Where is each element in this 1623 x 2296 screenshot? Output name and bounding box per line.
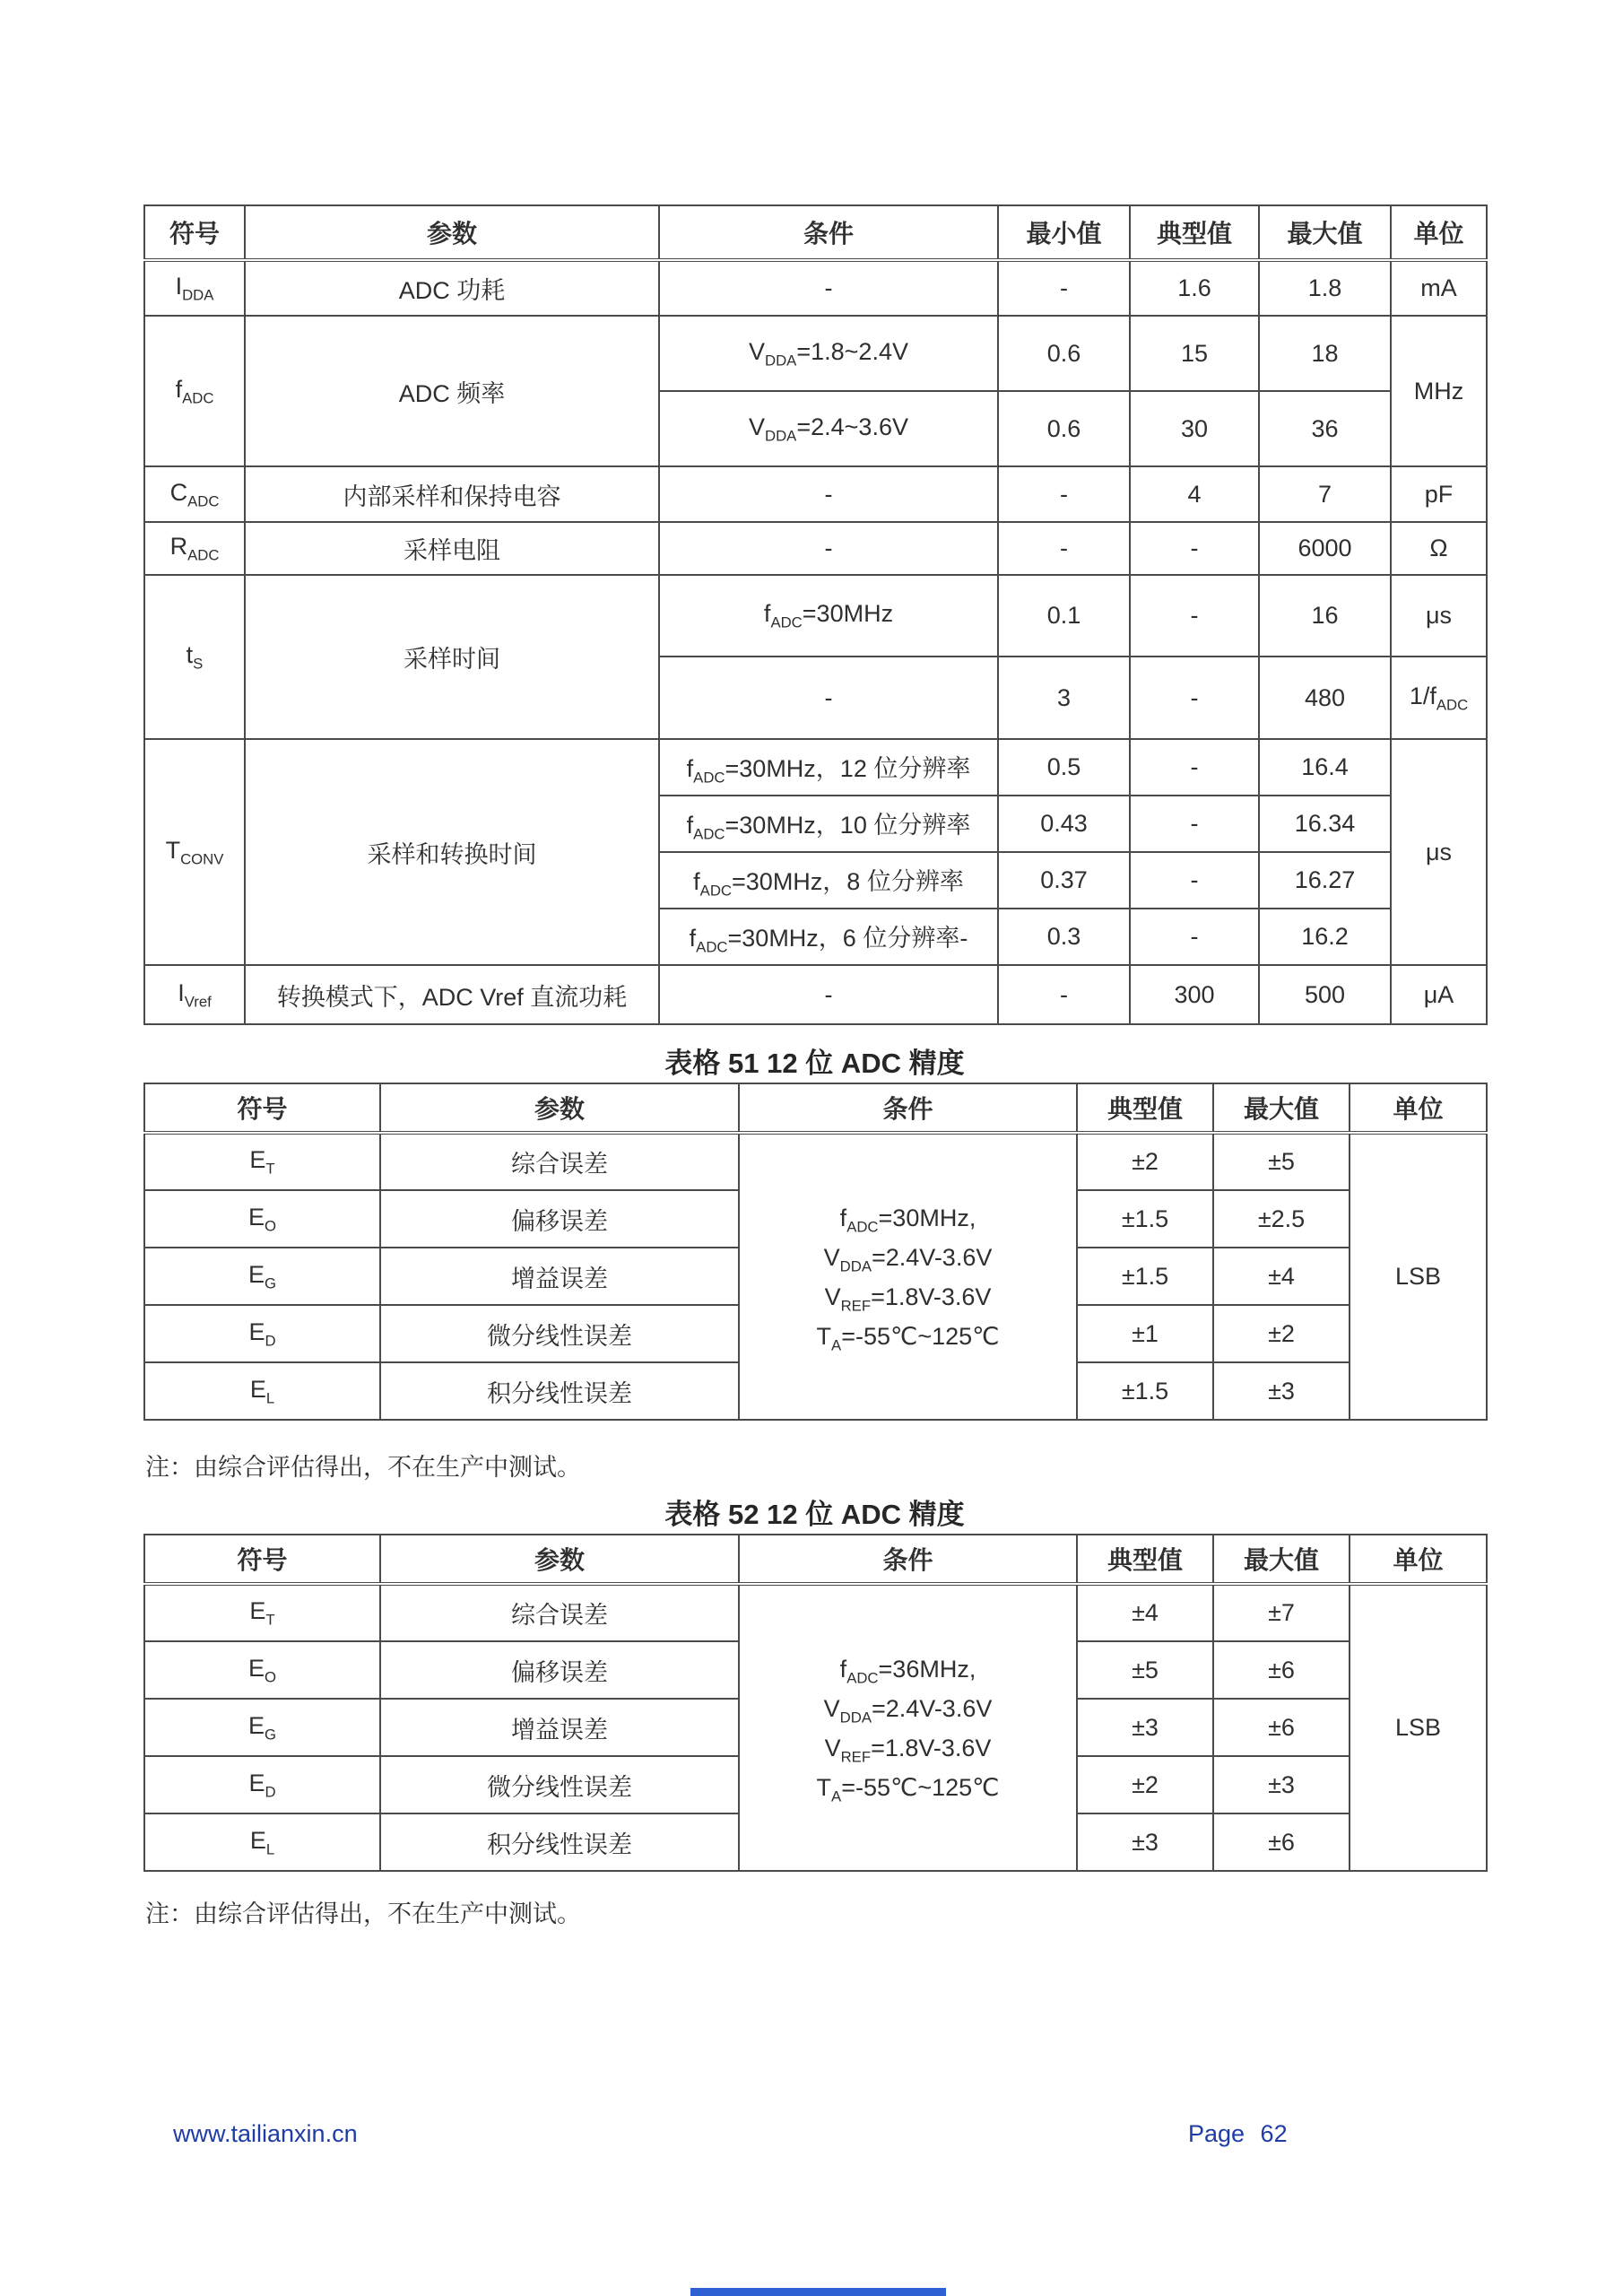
condition-line: $V_{DDA}=2.4V-3.6V$: [823, 1694, 993, 1726]
symbol-cell: $E_L$: [144, 1362, 380, 1420]
typ-cell: -: [1130, 657, 1259, 739]
col-header-symbol: 符号: [144, 1535, 380, 1584]
condition-cell: -: [659, 466, 998, 522]
table-row: [144, 1584, 1487, 1641]
max-cell: ±5: [1213, 1133, 1350, 1190]
symbol-cell: $I_{DDA}$: [144, 260, 245, 316]
footer-page-number: Page 62: [1188, 2120, 1288, 2147]
max-cell: ±3: [1213, 1362, 1350, 1420]
unit-cell: pF: [1391, 466, 1487, 522]
footer-website-link: www.tailianxin.cn: [173, 2120, 358, 2147]
col-header-max: 最大值: [1259, 205, 1391, 260]
table-row: [144, 965, 1487, 1024]
parameter-cell: 采样时间: [245, 575, 659, 739]
condition-line: $T_A=-55℃\sim 125℃$: [816, 1322, 1000, 1353]
condition-line: $V_{DDA}=2.4V-3.6V$: [823, 1243, 993, 1274]
condition-cell: -: [659, 260, 998, 316]
min-cell: 0.43: [998, 796, 1130, 852]
typ-cell: ±2: [1077, 1133, 1213, 1190]
col-header-min: 最小值: [998, 205, 1130, 260]
min-cell: 0.6: [998, 391, 1130, 466]
condition-line: $f_{ADC}=36MHz$,: [839, 1655, 976, 1686]
max-cell: 16.34: [1259, 796, 1391, 852]
typ-cell: ±1: [1077, 1305, 1213, 1362]
adc-accuracy-table-51: [143, 1083, 1488, 1421]
condition-cell: $f_{ADC}=30MHz$，8 位分辨率: [659, 852, 998, 909]
col-header-unit: 单位: [1350, 1083, 1487, 1133]
condition-line: $f_{ADC}=30MHz$,: [839, 1204, 976, 1235]
typ-cell: -: [1130, 575, 1259, 657]
col-header-symbol: 符号: [144, 205, 245, 260]
symbol-cell: $t_S$: [144, 575, 245, 739]
min-cell: 0.1: [998, 575, 1130, 657]
table-row: [144, 575, 1487, 657]
typ-cell: -: [1130, 739, 1259, 796]
col-header-parameter: 参数: [380, 1083, 739, 1133]
max-cell: 7: [1259, 466, 1391, 522]
unit-cell: Ω: [1391, 522, 1487, 575]
condition-cell: $f_{ADC}=30MHz$，10 位分辨率: [659, 796, 998, 852]
condition-cell: $f_{ADC}=30MHz$，12 位分辨率: [659, 739, 998, 796]
col-header-unit: 单位: [1391, 205, 1487, 260]
max-cell: 36: [1259, 391, 1391, 466]
unit-cell: mA: [1391, 260, 1487, 316]
typ-cell: ±3: [1077, 1813, 1213, 1871]
col-header-parameter: 参数: [380, 1535, 739, 1584]
condition-cell: -: [659, 965, 998, 1024]
unit-cell: LSB: [1350, 1133, 1487, 1420]
max-cell: ±6: [1213, 1813, 1350, 1871]
table-row: [144, 1083, 1487, 1133]
col-header-max: 最大值: [1213, 1535, 1350, 1584]
col-header-max: 最大值: [1213, 1083, 1350, 1133]
parameter-cell: 微分线性误差: [380, 1305, 739, 1362]
table-52-note: 注：由综合评估得出，不在生产中测试。: [145, 1900, 581, 1927]
min-cell: 0.37: [998, 852, 1130, 909]
parameter-cell: 综合误差: [380, 1133, 739, 1190]
symbol-cell: $R_{ADC}$: [144, 522, 245, 575]
max-cell: ±6: [1213, 1641, 1350, 1699]
min-cell: -: [998, 965, 1130, 1024]
max-cell: 500: [1259, 965, 1391, 1024]
max-cell: 16.27: [1259, 852, 1391, 909]
symbol-cell: $E_G$: [144, 1699, 380, 1756]
parameter-cell: 偏移误差: [380, 1190, 739, 1248]
col-header-parameter: 参数: [245, 205, 659, 260]
col-header-condition: 条件: [739, 1083, 1077, 1133]
bottom-indicator-bar: [690, 2288, 946, 2296]
condition-cell: -: [659, 657, 998, 739]
max-cell: ±2: [1213, 1305, 1350, 1362]
symbol-cell: $I_{Vref}$: [144, 965, 245, 1024]
parameter-cell: 积分线性误差: [380, 1362, 739, 1420]
typ-cell: ±5: [1077, 1641, 1213, 1699]
max-cell: 480: [1259, 657, 1391, 739]
max-cell: 1.8: [1259, 260, 1391, 316]
parameter-cell: ADC 频率: [245, 316, 659, 466]
unit-cell: μs: [1391, 575, 1487, 657]
typ-cell: ±1.5: [1077, 1248, 1213, 1305]
min-cell: -: [998, 260, 1130, 316]
min-cell: -: [998, 522, 1130, 575]
col-header-symbol: 符号: [144, 1083, 380, 1133]
col-header-condition: 条件: [659, 205, 998, 260]
col-header-typ: 典型值: [1077, 1083, 1213, 1133]
typ-cell: -: [1130, 909, 1259, 965]
table-row: [144, 466, 1487, 522]
symbol-cell: $E_T$: [144, 1584, 380, 1641]
typ-cell: -: [1130, 852, 1259, 909]
col-header-unit: 单位: [1350, 1535, 1487, 1584]
parameter-cell: 内部采样和保持电容: [245, 466, 659, 522]
parameter-cell: 积分线性误差: [380, 1813, 739, 1871]
symbol-cell: $E_L$: [144, 1813, 380, 1871]
max-cell: 16: [1259, 575, 1391, 657]
symbol-cell: $T_{CONV}$: [144, 739, 245, 965]
table-row: [144, 1133, 1487, 1190]
condition-cell: $V_{DDA}=2.4\sim 3.6V$: [659, 391, 998, 466]
parameter-cell: 偏移误差: [380, 1641, 739, 1699]
typ-cell: ±4: [1077, 1584, 1213, 1641]
typ-cell: ±1.5: [1077, 1190, 1213, 1248]
typ-cell: -: [1130, 796, 1259, 852]
condition-cell: $f_{ADC}=30MHz$，6 位分辨率-: [659, 909, 998, 965]
symbol-cell: $E_T$: [144, 1133, 380, 1190]
min-cell: 0.6: [998, 316, 1130, 391]
col-header-typ: 典型值: [1130, 205, 1259, 260]
typ-cell: 15: [1130, 316, 1259, 391]
max-cell: 16.2: [1259, 909, 1391, 965]
table-51-note: 注：由综合评估得出，不在生产中测试。: [145, 1454, 581, 1481]
parameter-cell: 微分线性误差: [380, 1756, 739, 1813]
min-cell: 3: [998, 657, 1130, 739]
symbol-cell: $E_O$: [144, 1190, 380, 1248]
unit-cell: LSB: [1350, 1584, 1487, 1871]
max-cell: 18: [1259, 316, 1391, 391]
parameter-cell: 综合误差: [380, 1584, 739, 1641]
typ-cell: 300: [1130, 965, 1259, 1024]
condition-line: $V_{REF}=1.8V-3.6V$: [824, 1734, 992, 1765]
parameter-cell: 采样电阻: [245, 522, 659, 575]
table-row: [144, 739, 1487, 796]
max-cell: ±3: [1213, 1756, 1350, 1813]
condition-cell: $V_{DDA}=1.8\sim 2.4V$: [659, 316, 998, 391]
symbol-cell: $C_{ADC}$: [144, 466, 245, 522]
symbol-cell: $f_{ADC}$: [144, 316, 245, 466]
min-cell: 0.5: [998, 739, 1130, 796]
max-cell: 6000: [1259, 522, 1391, 575]
max-cell: ±4: [1213, 1248, 1350, 1305]
max-cell: ±2.5: [1213, 1190, 1350, 1248]
max-cell: ±7: [1213, 1584, 1350, 1641]
condition-cell: [739, 1133, 1077, 1420]
table-row: [144, 260, 1487, 316]
table-row: [144, 522, 1487, 575]
unit-cell: $1/f_{ADC}$: [1391, 657, 1487, 739]
table-row: [144, 1535, 1487, 1584]
parameter-cell: 增益误差: [380, 1699, 739, 1756]
typ-cell: ±2: [1077, 1756, 1213, 1813]
unit-cell: μs: [1391, 739, 1487, 965]
symbol-cell: $E_G$: [144, 1248, 380, 1305]
min-cell: -: [998, 466, 1130, 522]
typ-cell: 1.6: [1130, 260, 1259, 316]
typ-cell: 30: [1130, 391, 1259, 466]
table-52-title: 表格 52 12 位 ADC 精度: [664, 1499, 965, 1530]
max-cell: ±6: [1213, 1699, 1350, 1756]
parameter-cell: 增益误差: [380, 1248, 739, 1305]
condition-line: $V_{REF}=1.8V-3.6V$: [824, 1283, 992, 1314]
typ-cell: ±3: [1077, 1699, 1213, 1756]
symbol-cell: $E_O$: [144, 1641, 380, 1699]
adc-characteristics-table: [143, 204, 1488, 1025]
condition-cell: [739, 1584, 1077, 1871]
condition-line: $T_A=-55℃\sim 125℃$: [816, 1773, 1000, 1805]
adc-accuracy-table-52: [143, 1534, 1488, 1872]
table-51-title: 表格 51 12 位 ADC 精度: [664, 1048, 965, 1079]
table-row: [144, 205, 1487, 260]
unit-cell: MHz: [1391, 316, 1487, 466]
table-row: [144, 316, 1487, 391]
condition-cell: -: [659, 522, 998, 575]
condition-cell: $f_{ADC}=30MHz$: [659, 575, 998, 657]
typ-cell: 4: [1130, 466, 1259, 522]
parameter-cell: 采样和转换时间: [245, 739, 659, 965]
parameter-cell: 转换模式下，ADC Vref 直流功耗: [245, 965, 659, 1024]
max-cell: 16.4: [1259, 739, 1391, 796]
typ-cell: -: [1130, 522, 1259, 575]
col-header-typ: 典型值: [1077, 1535, 1213, 1584]
min-cell: 0.3: [998, 909, 1130, 965]
typ-cell: ±1.5: [1077, 1362, 1213, 1420]
symbol-cell: $E_D$: [144, 1305, 380, 1362]
col-header-condition: 条件: [739, 1535, 1077, 1584]
unit-cell: μA: [1391, 965, 1487, 1024]
symbol-cell: $E_D$: [144, 1756, 380, 1813]
parameter-cell: ADC 功耗: [245, 260, 659, 316]
